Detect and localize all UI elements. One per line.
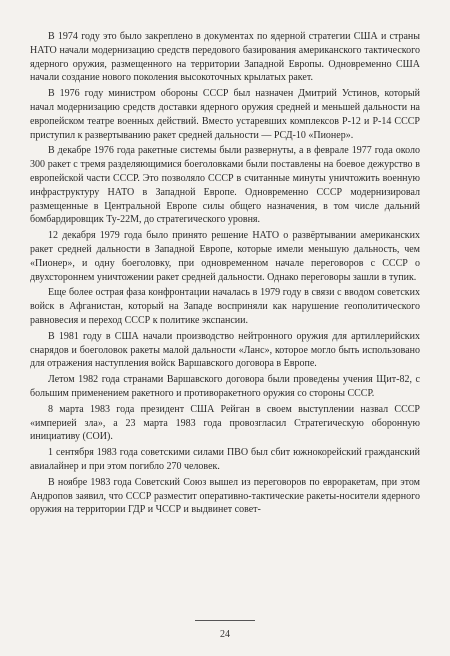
paragraph: В ноябре 1983 года Советский Союз вышел из переговоров по евроракетам, при этом Андропов заявил, что СССР разместит оперативно-тактические ракеты-носители ядерного оружия на территории ГДР и ЧССР и выдвинет совет- xyxy=(30,476,420,516)
paragraph: 8 марта 1983 года президент США Рейган в своем выступлении назвал СССР «империей зла», а 23 марта 1983 года провозгласил Стратегическую оборонную инициативу (СОИ). xyxy=(30,403,420,443)
paragraph: В декабре 1976 года ракетные системы были развернуты, а в феврале 1977 года около 300 ракет с тремя разделяющимися боеголовками были поставлены на боевое дежурство в европейской части СССР. Это позволяло СССР в считанные минуты уничтожить военную инфраструктуру НАТО в Западной Европе. Одновременно СССР модернизировал размещенные в Центральной Европе силы общего назначения, в том числе дальний бомбардировщик Ту-22М, до стратегического уровня. xyxy=(30,145,420,226)
footer-divider xyxy=(195,620,255,621)
body-text xyxy=(30,30,420,517)
paragraph: 1 сентября 1983 года советскими силами ПВО был сбит южнокорейский гражданский авиалайнер и при этом погибло 270 человек. xyxy=(30,447,420,472)
paragraph: В 1976 году министром обороны СССР был назначен Дмитрий Устинов, который начал модернизацию средств доставки ядерного оружия средней и меньшей дальности на европейском театре военных действий. Вместо устаревших комплексов Р-12 и Р-14 СССР приступил к развертыванию ракет средней дальности — РСД-10 «Пионер». xyxy=(30,88,420,141)
paragraph: Летом 1982 года странами Варшавского договора были проведены учения Щит-82, с большим применением ракетного и противоракетного оружия со стороны СССР. xyxy=(30,374,420,399)
paragraph: Еще более острая фаза конфронтации началась в 1979 году в связи с вводом советских войск в Афганистан, который на Западе восприняли как нарушение геополитического равновесия и переход СССР к политике экспансии. xyxy=(30,287,420,326)
paragraph: В 1974 году это было закреплено в документах по ядерной стратегии США и страны НАТО начали модернизацию средств передового базирования американского тактического ядерного оружия, размещенного на территории Западной Европы. Одновременно США начали создание нового поколения высокоточных крылатых ракет. xyxy=(30,31,420,84)
page-number: 24 xyxy=(220,629,230,640)
page-footer xyxy=(0,620,450,640)
paragraph: В 1981 году в США начали производство нейтронного оружия для артиллерийских снарядов и боеголовок ракеты малой дальности «Ланс», которое могло быть использовано для отражения наступления войск Варшавского договора в Европе. xyxy=(30,330,420,370)
paragraph: 12 декабря 1979 года было принято решение НАТО о развёртывании американских ракет средней дальности в Западной Европе, которые имели меньшую дальность, чем «Пионер», и одну боеголовку, при одновременном начале переговоров с СССР о двухстороннем уничтожении ракет средней дальности. Однако переговоры зашли в тупик. xyxy=(30,230,420,283)
